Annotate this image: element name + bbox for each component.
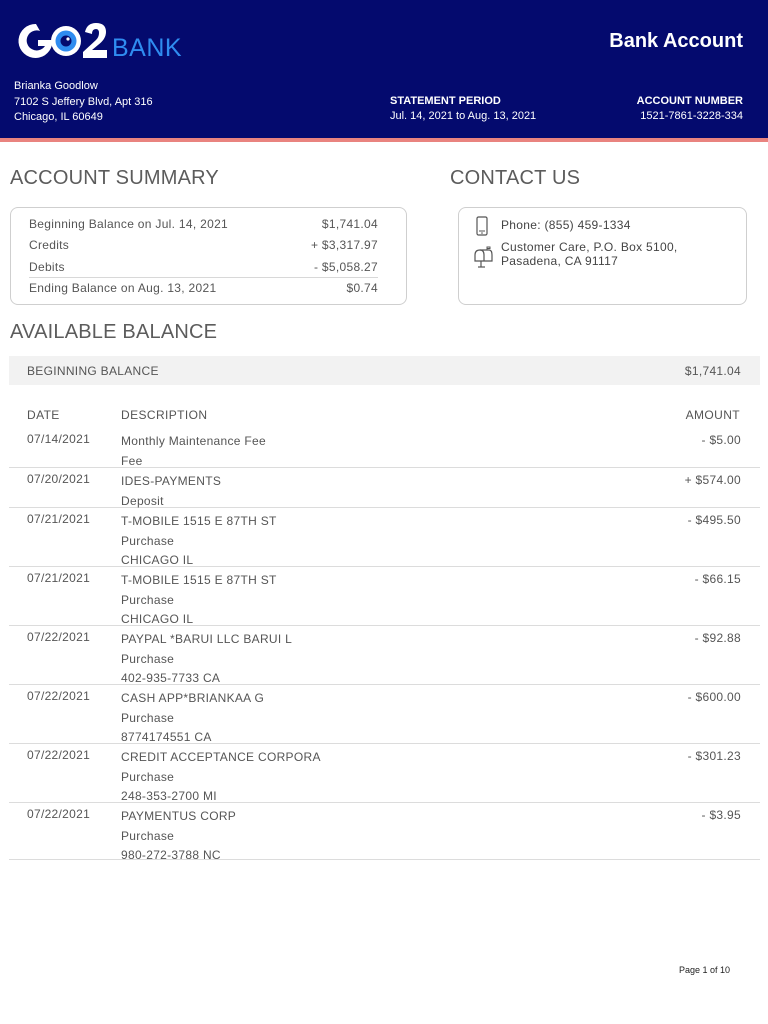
transaction-description bbox=[121, 472, 221, 511]
summary-row bbox=[29, 256, 378, 277]
summary-label: Beginning Balance on Jul. 14, 2021 bbox=[29, 216, 229, 231]
transaction-amount: - $92.88 bbox=[694, 631, 741, 645]
transaction-type: Purchase bbox=[121, 592, 175, 607]
transaction-row bbox=[9, 803, 760, 860]
column-header-date: DATE bbox=[27, 408, 60, 422]
transaction-merchant: IDES-PAYMENTS bbox=[121, 474, 222, 488]
summary-label: Credits bbox=[29, 237, 70, 252]
contact-mail-address bbox=[501, 240, 678, 268]
transaction-location: CHICAGO IL bbox=[121, 553, 194, 567]
column-header-amount: AMOUNT bbox=[685, 408, 740, 422]
transaction-amount: - $600.00 bbox=[687, 690, 741, 704]
transaction-type: Purchase bbox=[121, 769, 175, 784]
transaction-date: 07/22/2021 bbox=[27, 748, 91, 762]
transaction-row bbox=[9, 567, 760, 626]
transaction-description bbox=[121, 689, 264, 748]
header-accent-stripe bbox=[0, 138, 768, 142]
transaction-description bbox=[121, 630, 292, 689]
transaction-row bbox=[9, 468, 760, 508]
address-line-2: Chicago, IL 60649 bbox=[14, 111, 103, 123]
transaction-location: 248-353-2700 MI bbox=[121, 789, 217, 803]
transaction-date: 07/21/2021 bbox=[27, 571, 91, 585]
summary-row bbox=[29, 234, 378, 255]
summary-value: $0.74 bbox=[346, 281, 378, 295]
transaction-date: 07/22/2021 bbox=[27, 630, 91, 644]
beginning-balance-row bbox=[9, 356, 760, 385]
logo-wordmark: BANK bbox=[112, 34, 183, 62]
account-number-value: 1521-7861-3228-334 bbox=[640, 110, 743, 122]
summary-value: + $3,317.97 bbox=[310, 237, 378, 252]
phone-icon bbox=[476, 216, 488, 236]
contact-us-title: CONTACT US bbox=[450, 167, 581, 189]
transaction-description bbox=[121, 432, 266, 471]
transaction-type: Purchase bbox=[121, 651, 175, 666]
transaction-type: Purchase bbox=[121, 533, 175, 548]
mailbox-icon bbox=[472, 246, 494, 268]
transaction-merchant: CASH APP*BRIANKAA G bbox=[121, 691, 265, 705]
statement-period-value: Jul. 14, 2021 to Aug. 13, 2021 bbox=[390, 110, 537, 122]
transaction-amount: - $5.00 bbox=[701, 433, 741, 447]
transaction-location: 8774174551 CA bbox=[121, 730, 212, 744]
transaction-description bbox=[121, 748, 321, 807]
account-summary-title: ACCOUNT SUMMARY bbox=[10, 167, 219, 189]
transaction-type: Purchase bbox=[121, 828, 175, 843]
transaction-date: 07/20/2021 bbox=[27, 472, 91, 486]
statement-header bbox=[0, 0, 768, 138]
mail-line-2: Pasadena, CA 91117 bbox=[501, 254, 619, 268]
transaction-type: Deposit bbox=[121, 493, 164, 508]
go2-logo bbox=[12, 18, 112, 64]
transaction-row bbox=[9, 626, 760, 685]
statement-period bbox=[390, 94, 536, 124]
transaction-type: Purchase bbox=[121, 710, 175, 725]
summary-value: - $5,058.27 bbox=[313, 259, 378, 274]
transaction-date: 07/21/2021 bbox=[27, 512, 91, 526]
transaction-merchant: T-MOBILE 1515 E 87TH ST bbox=[121, 573, 277, 587]
transaction-description bbox=[121, 807, 236, 866]
customer-address bbox=[14, 79, 153, 126]
column-header-description: DESCRIPTION bbox=[121, 408, 208, 422]
transaction-description bbox=[121, 512, 277, 571]
contact-us-box bbox=[458, 207, 747, 305]
beginning-balance-value: $1,741.04 bbox=[684, 364, 741, 378]
transaction-location: 980-272-3788 NC bbox=[121, 848, 221, 862]
transaction-merchant: Monthly Maintenance Fee bbox=[121, 434, 266, 448]
transaction-amount: + $574.00 bbox=[684, 473, 741, 487]
document-title: Bank Account bbox=[609, 30, 743, 52]
transaction-merchant: CREDIT ACCEPTANCE CORPORA bbox=[121, 750, 321, 764]
transaction-amount: - $495.50 bbox=[687, 513, 741, 527]
transaction-location: 402-935-7733 CA bbox=[121, 671, 221, 685]
transaction-row bbox=[9, 744, 760, 803]
transaction-location: CHICAGO IL bbox=[121, 612, 194, 626]
transaction-description bbox=[121, 571, 277, 630]
transaction-date: 07/14/2021 bbox=[27, 432, 91, 446]
transaction-row bbox=[9, 685, 760, 744]
address-line-1: 7102 S Jeffery Blvd, Apt 316 bbox=[14, 95, 153, 108]
account-summary-box bbox=[10, 207, 407, 305]
summary-row bbox=[29, 277, 378, 298]
summary-value: $1,741.04 bbox=[321, 216, 378, 231]
customer-name: Brianka Goodlow bbox=[14, 80, 98, 92]
summary-row bbox=[29, 213, 378, 234]
statement-period-label: STATEMENT PERIOD bbox=[390, 95, 501, 107]
transaction-row bbox=[9, 508, 760, 567]
summary-label: Debits bbox=[29, 259, 65, 274]
transaction-row bbox=[9, 428, 760, 468]
transaction-merchant: PAYPAL *BARUI LLC BARUI L bbox=[121, 632, 293, 646]
mail-line-1: Customer Care, P.O. Box 5100, bbox=[501, 240, 678, 254]
transaction-amount: - $301.23 bbox=[687, 749, 741, 763]
transaction-type: Fee bbox=[121, 453, 143, 468]
transaction-amount: - $66.15 bbox=[694, 572, 741, 586]
transaction-amount: - $3.95 bbox=[701, 808, 741, 822]
beginning-balance-label: BEGINNING BALANCE bbox=[27, 364, 159, 378]
transaction-date: 07/22/2021 bbox=[27, 807, 91, 821]
transaction-merchant: T-MOBILE 1515 E 87TH ST bbox=[121, 514, 277, 528]
contact-phone: Phone: (855) 459-1334 bbox=[501, 218, 631, 232]
transaction-date: 07/22/2021 bbox=[27, 689, 91, 703]
account-number bbox=[637, 94, 743, 124]
transaction-merchant: PAYMENTUS CORP bbox=[121, 809, 237, 823]
account-number-label: ACCOUNT NUMBER bbox=[636, 95, 743, 107]
summary-label: Ending Balance on Aug. 13, 2021 bbox=[29, 281, 217, 295]
available-balance-title: AVAILABLE BALANCE bbox=[10, 321, 218, 343]
page-number: Page 1 of 10 bbox=[678, 965, 730, 975]
